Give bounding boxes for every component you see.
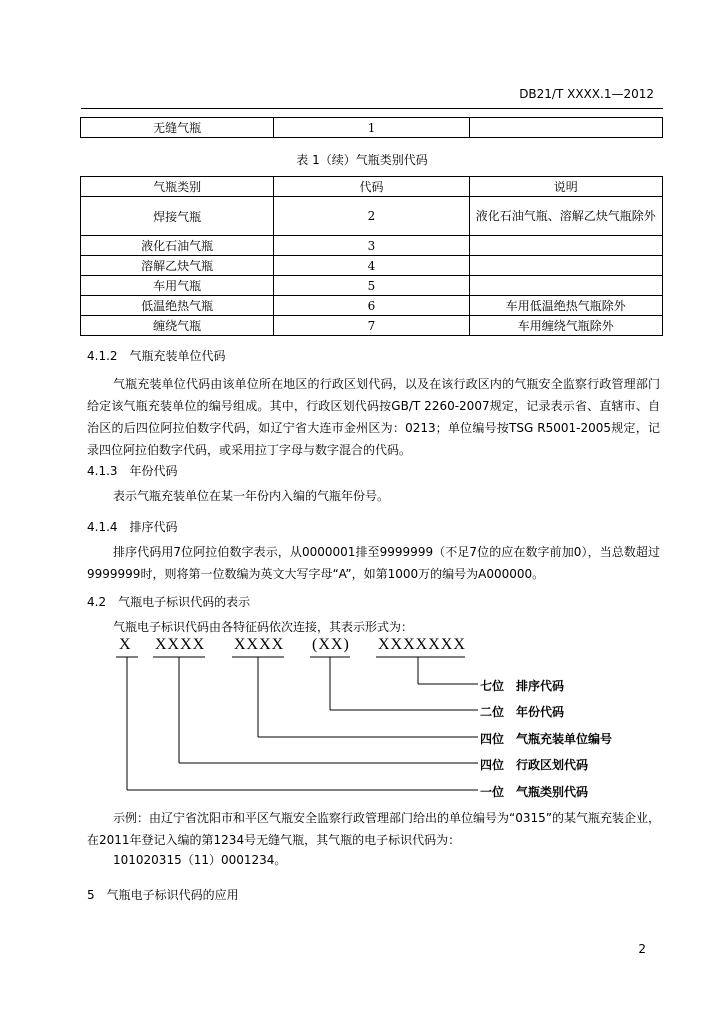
table-cell: 车用缠绕气瓶除外	[469, 316, 662, 336]
label-unit-code: 四位 气瓶充装单位编号	[480, 732, 613, 746]
code-segment-region: XXXX	[155, 636, 206, 653]
label-sequence-code: 七位 排序代码	[480, 679, 565, 693]
table-cell: 缠绕气瓶	[81, 316, 274, 336]
paragraph-4-1-3: 表示气瓶充装单位在某一年份内入编的气瓶年份号。	[113, 489, 390, 503]
table-cell: 液化石油气瓶	[81, 236, 274, 256]
page-number: 2	[638, 942, 646, 956]
code-segment-category: X	[119, 636, 132, 653]
table-cell: 车用气瓶	[81, 276, 274, 296]
label-year-code: 二位 年份代码	[480, 705, 565, 719]
example-paragraph: 示例：由辽宁省沈阳市和平区气瓶安全监察行政管理部门给出的单位编号为“0315”的某气瓶充装企业，在2011年登记入编的第1234号无缝气瓶，其气瓶的电子标识代码为：	[87, 811, 660, 847]
section-heading-4-1-3: 4.1.3 年份代码	[87, 464, 178, 478]
table-cell: 溶解乙炔气瓶	[81, 256, 274, 276]
table-cell: 车用低温绝热气瓶除外	[469, 296, 662, 316]
code-segment-year: (XX)	[312, 636, 350, 653]
table-cell: 液化石油气瓶、溶解乙炔气瓶除外	[469, 197, 662, 236]
table-cell: 无缝气瓶	[81, 118, 274, 138]
label-region-code: 四位 行政区划代码	[480, 758, 589, 772]
document-code: DB21/T XXXX.1—2012	[519, 87, 654, 101]
example-code: 101020315（11）0001234。	[113, 853, 287, 867]
section-heading-5: 5 气瓶电子标识代码的应用	[87, 888, 239, 902]
table-cell: 6	[274, 296, 469, 316]
paragraph-4-2: 气瓶电子标识代码由各特征码依次连接，其表示形式为：	[113, 620, 414, 634]
table-cell: 焊接气瓶	[81, 197, 274, 236]
column-header: 气瓶类别	[81, 177, 274, 197]
column-header: 说明	[469, 177, 662, 197]
paragraph-4-1-4: 排序代码用7位阿拉伯数字表示，从0000001排至9999999（不足7位的应在数字前加0），当总数超过9999999时，则将第一位数编为英文大写字母“A”，如第1000万的编号为A000000。	[87, 545, 660, 581]
section-heading-4-1-4: 4.1.4 排序代码	[87, 520, 178, 534]
table-cell: 4	[274, 256, 469, 276]
label-category-code: 一位 气瓶类别代码	[480, 785, 589, 799]
section-heading-4-2: 4.2 气瓶电子标识代码的表示	[87, 595, 251, 609]
column-header: 代码	[274, 177, 469, 197]
code-segment-sequence: XXXXXXX	[378, 636, 466, 653]
table-cell: 1	[274, 118, 469, 138]
table-cell: 低温绝热气瓶	[81, 296, 274, 316]
paragraph-4-1-2: 气瓶充装单位代码由该单位所在地区的行政区划代码，以及在该行政区内的气瓶安全监察行政管理部门给定该气瓶充装单位的编号组成。其中，行政区划代码按GB/T 2260-2007规定，记录表示省、直辖市、自治区的后四位阿拉伯数字代码，如辽宁省大连市金州区为：0213；单位编号按TSG R5001-2005规定，记录四位阿拉伯数字代码，或采用拉丁字母与数字混合的代码。	[87, 377, 660, 457]
table-caption: 表 1（续）气瓶类别代码	[296, 153, 428, 167]
code-segment-unit: XXXX	[234, 636, 285, 653]
table-cell: 2	[274, 197, 469, 236]
table-cell: 3	[274, 236, 469, 256]
table-cell: 5	[274, 276, 469, 296]
section-heading-4-1-2: 4.1.2 气瓶充装单位代码	[87, 349, 226, 363]
table-cell: 7	[274, 316, 469, 336]
